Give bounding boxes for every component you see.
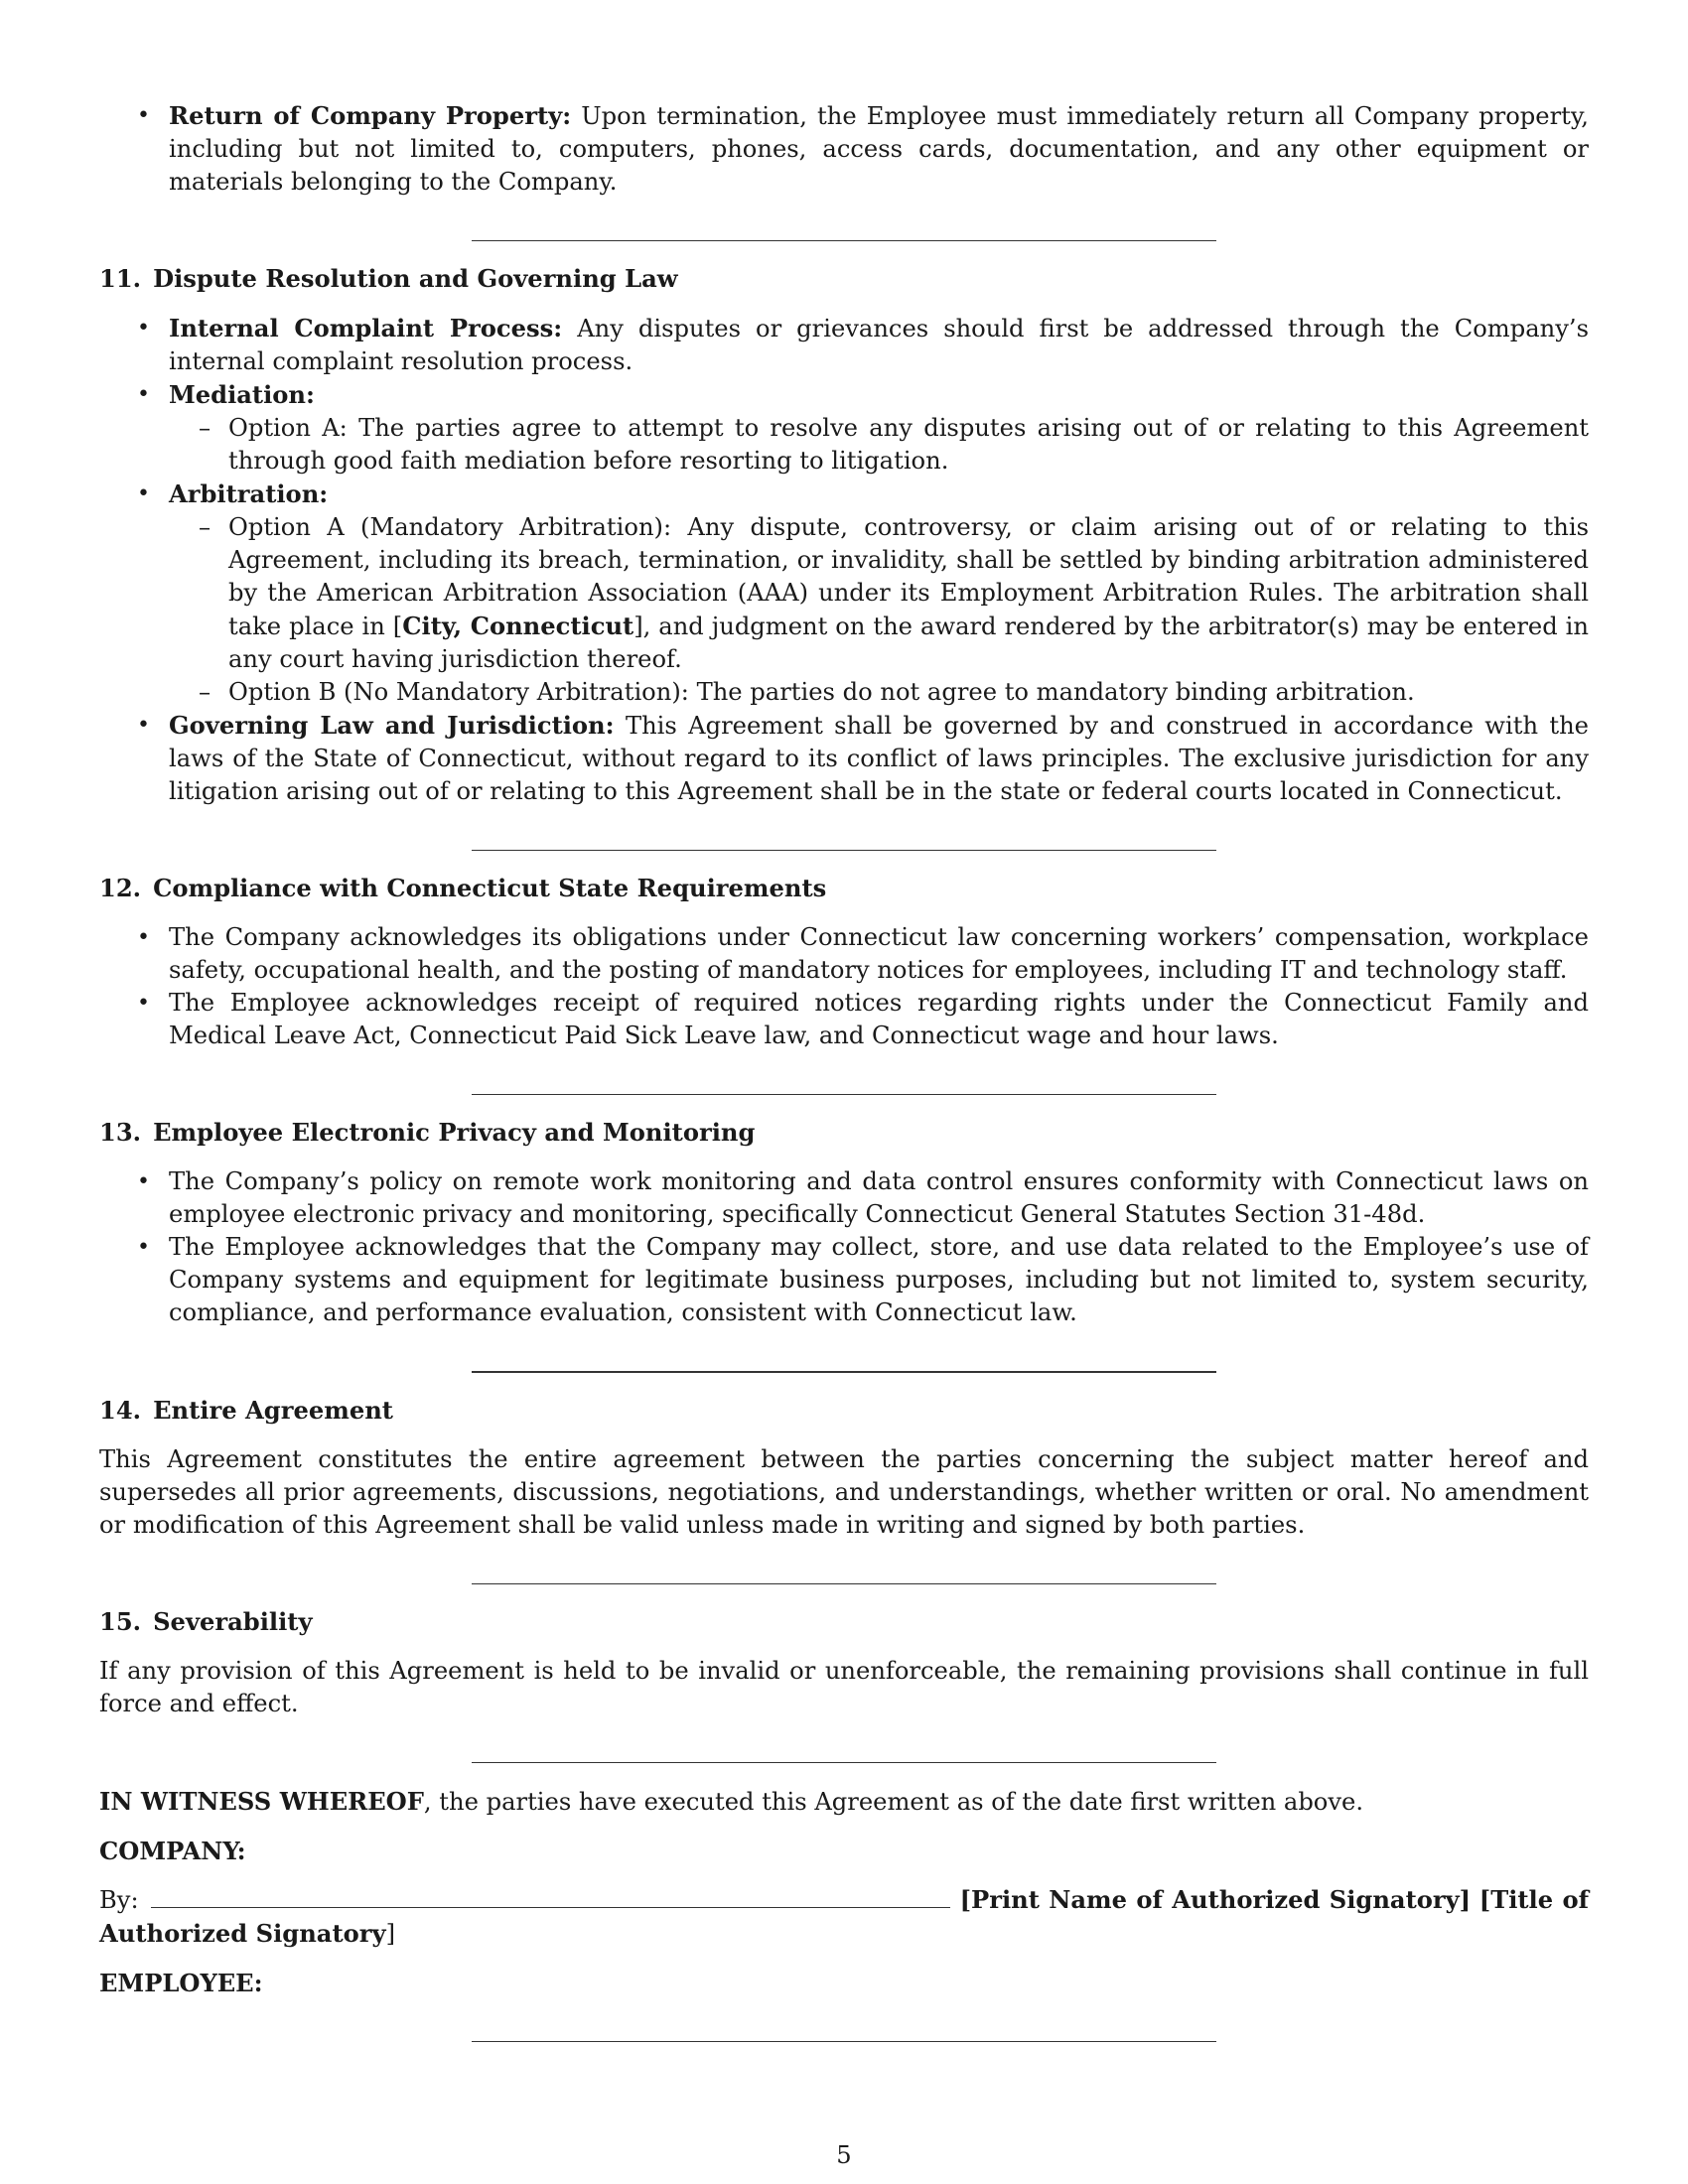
item-label: Mediation: — [169, 380, 315, 409]
item-text: This Agreement shall be governed by and construed in accordance with the laws of the State of Connecticut, without regard to its conflict of laws principles. The exclusive jurisdiction for any litigation arising out of or relating to this Agreement shall be in the state or federal courts located in Connecticut. — [169, 712, 1589, 805]
section-divider — [472, 1371, 1216, 1373]
section-number: 14. — [99, 1396, 142, 1425]
list-item: • The Company acknowledges its obligations under Connecticut law concerning workers’ compensation, workplace safety, occupational health, and the posting of mandatory notices for employees, including IT and technology staff. — [99, 921, 1589, 987]
title-close: ] — [385, 1920, 395, 1948]
section-divider — [472, 1094, 1216, 1095]
list-item — [99, 709, 1589, 808]
section-body: If any provision of this Agreement is held to be invalid or unenforceable, the remaining provisions shall continue in full force and effect. — [99, 1657, 1589, 1717]
section-title: Severability — [153, 1607, 313, 1636]
section10-list — [99, 99, 1589, 199]
witness-clause — [99, 1785, 1589, 1819]
list-item: • The Employee acknowledges receipt of required notices regarding rights under the Connecticut Family and Medical Leave Act, Connecticut Paid Sick Leave law, and Connecticut wage and hour laws. — [99, 987, 1589, 1052]
section-heading — [99, 262, 1589, 295]
section-heading — [99, 1116, 1589, 1149]
item-label: Internal Complaint Process: — [169, 314, 563, 342]
witness-text: , the parties have executed this Agreement as of the date first written above. — [423, 1788, 1364, 1816]
item-label: Governing Law and Jurisdiction: — [169, 711, 615, 740]
list-item — [99, 99, 1589, 199]
item-text: Upon termination, the Employee must immediately return all Company property, including but not limited to, computers, phones, access cards, documentation, and any other equipment or materials belonging to the Company. — [169, 102, 1589, 196]
item-text: Option A (Mandatory Arbitration): Any dispute, controversy, or claim arising out of or relating to this Agreement, including its breach, termination, or invalidity, shall be settled by binding arbitration administered by the American Arbitration Association (AAA) under its Employment Arbitration Rules. The arbitration shall take place in [ — [228, 513, 1589, 640]
witness-lead: IN WITNESS WHEREOF — [99, 1787, 424, 1816]
item-text: Any disputes or grievances should first be addressed through the Company’s internal complaint resolution process. — [169, 315, 1589, 375]
employee-label: EMPLOYEE: — [99, 1969, 263, 1997]
section-title: Entire Agreement — [153, 1396, 393, 1425]
list-item — [99, 478, 1589, 709]
company-label: COMPANY: — [99, 1837, 246, 1865]
item-label: Arbitration: — [169, 479, 329, 508]
section-heading — [99, 1605, 1589, 1638]
section-divider — [472, 1762, 1216, 1763]
signature-line — [151, 1883, 950, 1908]
item-label: Return of Company Property: — [169, 101, 572, 130]
item-text: ], and judgment on the award rendered by the arbitrator(s) may be entered in any court having jurisdiction thereof. — [228, 613, 1589, 673]
section-title: Employee Electronic Privacy and Monitoring — [153, 1118, 756, 1147]
section13-list — [99, 1165, 1589, 1329]
section-number: 12. — [99, 874, 142, 902]
section-divider — [472, 850, 1216, 851]
by-label: By: — [99, 1886, 139, 1914]
section-divider — [472, 1583, 1216, 1584]
section-heading — [99, 1394, 1589, 1427]
list-item — [99, 312, 1589, 378]
section-divider — [472, 2041, 1216, 2042]
sub-list-item: – Option B (No Mandatory Arbitration): The parties do not agree to mandatory binding arbitration. — [169, 676, 1589, 709]
list-item: • The Company’s policy on remote work monitoring and data control ensures conformity with Connecticut laws on employee electronic privacy and monitoring, specifically Connecticut General Statutes Section 31-48d. — [99, 1165, 1589, 1231]
section-title: Compliance with Connecticut State Requirements — [153, 874, 827, 902]
sub-list — [169, 511, 1589, 709]
company-signature-block — [99, 1883, 1589, 1951]
section-number: 15. — [99, 1607, 142, 1636]
section-number: 11. — [99, 264, 142, 293]
print-name-placeholder: [Print Name of Authorized Signatory] — [959, 1885, 1472, 1914]
section-title: Dispute Resolution and Governing Law — [153, 264, 678, 293]
title-placeholder: [Title of Authorized Signatory — [99, 1885, 1590, 1948]
section12-list — [99, 921, 1589, 1052]
sub-list — [169, 412, 1589, 478]
placeholder-place: City, Connecticut — [402, 612, 634, 640]
section-number: 13. — [99, 1118, 142, 1147]
section11-list — [99, 312, 1589, 808]
sub-list-item — [169, 511, 1589, 676]
page-number: 5 — [836, 2141, 852, 2169]
list-item — [99, 378, 1589, 478]
section-divider — [472, 240, 1216, 241]
section-body: This Agreement constitutes the entire agreement between the parties concerning the subject matter hereof and supersedes all prior agreements, discussions, negotiations, and understandings, whether written or oral. No amendment or modification of this Agreement shall be valid unless made in writing and signed by both parties. — [99, 1445, 1589, 1539]
list-item: • The Employee acknowledges that the Company may collect, store, and use data related to the Employee’s use of Company systems and equipment for legitimate business purposes, including but not limited to, system security, compliance, and performance evaluation, consistent with Connecticut law. — [99, 1231, 1589, 1329]
document-page — [99, 99, 1589, 2042]
section-heading — [99, 872, 1589, 904]
sub-list-item: – Option A: The parties agree to attempt to resolve any disputes arising out of or relating to this Agreement through good faith mediation before resorting to litigation. — [169, 412, 1589, 478]
